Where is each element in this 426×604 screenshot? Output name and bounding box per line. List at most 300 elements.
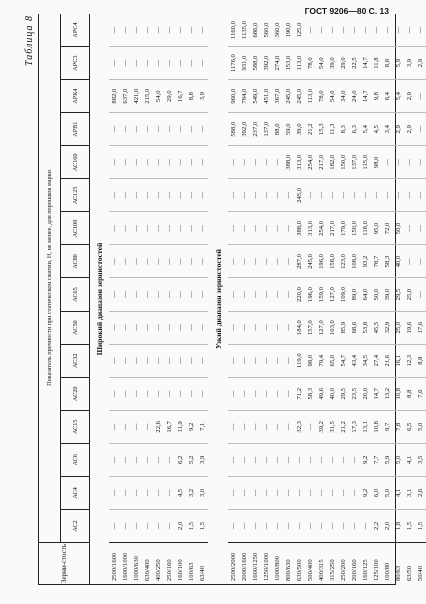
grain-size: 400/250	[153, 542, 164, 584]
strength-value: —	[120, 476, 131, 509]
strength-value: —	[261, 410, 272, 443]
strength-value: 25,0	[404, 278, 415, 311]
strength-value: —	[131, 476, 142, 509]
strength-value: 4,1	[393, 476, 404, 509]
strength-value: —	[131, 211, 142, 244]
strength-value: 1,8	[393, 509, 404, 542]
strength-value: —	[283, 211, 294, 244]
strength-value: —	[120, 410, 131, 443]
strength-value: 882,0	[109, 79, 120, 112]
strength-value: —	[197, 145, 208, 178]
strength-value: 79,4	[316, 344, 327, 377]
strength-value: —	[164, 112, 175, 145]
table-row	[175, 14, 186, 584]
strength-value: —	[393, 145, 404, 178]
strength-value: 254,0	[316, 211, 327, 244]
strength-value: —	[261, 211, 272, 244]
table-row	[228, 14, 239, 584]
strength-value: 9,7	[382, 410, 393, 443]
strength-value: —	[261, 344, 272, 377]
strength-value: —	[142, 46, 153, 79]
strength-value: 5,0	[382, 476, 393, 509]
strength-value: —	[283, 377, 294, 410]
table-row	[142, 14, 153, 584]
strength-value: —	[404, 211, 415, 244]
strength-value: 88,0	[272, 112, 283, 145]
strength-value: 196,0	[316, 244, 327, 277]
strength-value: —	[261, 476, 272, 509]
strength-value: 19,6	[404, 311, 415, 344]
strength-value: 59,0	[283, 112, 294, 145]
strength-value: —	[338, 509, 349, 542]
strength-value: 3,1	[404, 476, 415, 509]
strength-value: 6,2	[175, 443, 186, 476]
strength-value: —	[164, 178, 175, 211]
strength-value: —	[164, 211, 175, 244]
strength-value: —	[349, 178, 360, 211]
strength-value: —	[239, 178, 250, 211]
strength-value: —	[382, 178, 393, 211]
table-row	[239, 14, 250, 584]
strength-value: —	[239, 509, 250, 542]
strength-value: —	[120, 278, 131, 311]
grain-size: 630/400	[142, 542, 153, 584]
strength-value: —	[164, 46, 175, 79]
strength-value: —	[294, 476, 305, 509]
grain-size: 125/100	[371, 542, 382, 584]
strength-value: —	[261, 509, 272, 542]
strength-value: —	[109, 211, 120, 244]
strength-value: 53,8	[360, 311, 371, 344]
strength-value: 85,9	[338, 311, 349, 344]
grain-size: 2500/2000	[228, 542, 239, 584]
strength-value: 9,2	[360, 443, 371, 476]
strength-value: —	[250, 211, 261, 244]
strength-value: —	[329, 26, 336, 34]
strength-value: —	[318, 26, 325, 34]
strength-value: 98,0	[371, 145, 382, 178]
strength-value: 123,0	[338, 244, 349, 277]
strength-value: 637,0	[120, 79, 131, 112]
strength-value: —	[142, 476, 153, 509]
strength-value: —	[109, 410, 120, 443]
strength-value: 21,2	[305, 112, 316, 145]
strength-value: —	[109, 145, 120, 178]
strength-value: —	[164, 145, 175, 178]
table-row	[131, 14, 142, 584]
strength-value: —	[186, 112, 197, 145]
brand-header: АС32	[61, 344, 89, 377]
strength-value: 54,0	[316, 46, 327, 79]
size-column-header: Зерни-стость	[39, 542, 89, 584]
strength-value: 9,8	[371, 79, 382, 112]
table-row	[415, 14, 426, 584]
brand-header: АС80	[61, 244, 89, 277]
strength-value: —	[109, 443, 120, 476]
strength-value: 287,0	[294, 244, 305, 277]
strength-value: —	[272, 443, 283, 476]
strength-value: —	[338, 178, 349, 211]
grain-size: 1000/630	[131, 542, 142, 584]
table-row	[153, 14, 164, 584]
strength-value: 15,3	[316, 112, 327, 145]
grain-size: 250/160	[164, 542, 175, 584]
strength-value: —	[272, 377, 283, 410]
strength-value: —	[228, 244, 239, 277]
strength-value: 245,0	[283, 79, 294, 112]
brand-header: АРК4	[61, 79, 89, 112]
strength-value: 220,0	[294, 278, 305, 311]
strength-value: —	[228, 443, 239, 476]
strength-value: 215,0	[142, 79, 153, 112]
strength-value: 113,0	[305, 79, 316, 112]
strength-value: 245,0	[294, 178, 305, 211]
strength-value: —	[283, 410, 294, 443]
strength-value: —	[415, 79, 426, 112]
strength-value: —	[131, 344, 142, 377]
brand-header: АС65	[61, 278, 89, 311]
strength-value: —	[120, 509, 131, 542]
strength-value: —	[142, 377, 153, 410]
strength-value: 40,0	[327, 377, 338, 410]
strength-value: —	[164, 344, 175, 377]
table-row	[120, 14, 131, 584]
strength-value: —	[327, 509, 338, 542]
strength-value: —	[120, 46, 131, 79]
strength-value: —	[250, 311, 261, 344]
strength-value: 68,6	[349, 311, 360, 344]
strength-value: —	[186, 377, 197, 410]
strength-value: 217,0	[327, 211, 338, 244]
strength-value: 11,8	[371, 46, 382, 79]
strength-value: 113,0	[294, 46, 305, 79]
table-row	[349, 14, 360, 584]
strength-value: 2,9	[415, 46, 426, 79]
strength-value: —	[186, 344, 197, 377]
strength-value: 1,5	[404, 509, 415, 542]
section-label: Узкий диапазон зернистостей	[214, 249, 223, 349]
strength-value: 7,8	[393, 410, 404, 443]
strength-value: 421,0	[131, 79, 142, 112]
strength-value: 27,4	[371, 344, 382, 377]
strength-value: 1160,0	[230, 21, 237, 39]
strength-value: 4,5	[371, 112, 382, 145]
strength-table	[38, 14, 424, 585]
strength-value: —	[109, 476, 120, 509]
strength-value: —	[272, 244, 283, 277]
strength-value: —	[250, 509, 261, 542]
strength-value: —	[415, 278, 426, 311]
table-row	[272, 14, 283, 584]
strength-value: —	[283, 278, 294, 311]
strength-value: —	[415, 211, 426, 244]
strength-value: 14,7	[360, 46, 371, 79]
strength-value: 64,0	[360, 278, 371, 311]
strength-value: 451,0	[261, 79, 272, 112]
strength-value: 9,2	[186, 410, 197, 443]
strength-value: 313,0	[294, 145, 305, 178]
strength-value: —	[307, 26, 314, 34]
strength-value: 6,4	[382, 79, 393, 112]
strength-value: —	[164, 377, 175, 410]
strength-value: —	[239, 311, 250, 344]
strength-value: —	[415, 178, 426, 211]
strength-value: 10,8	[393, 377, 404, 410]
grain-size: 1600/1250	[250, 542, 261, 584]
strength-value: —	[404, 244, 415, 277]
strength-value: 137,0	[261, 112, 272, 145]
strength-value: —	[360, 178, 371, 211]
strength-value: —	[250, 178, 261, 211]
grain-size: 160/100	[175, 542, 186, 584]
strength-value: 313,0	[305, 211, 316, 244]
strength-value: 3,9	[404, 46, 415, 79]
strength-value: —	[327, 443, 338, 476]
strength-value: 137,0	[349, 145, 360, 178]
brand-header: АС2	[61, 509, 89, 542]
brand-header: АРС4	[71, 22, 79, 38]
strength-value: —	[131, 410, 142, 443]
strength-value: 71,2	[294, 377, 305, 410]
strength-value: —	[153, 244, 164, 277]
strength-value: —	[186, 211, 197, 244]
strength-value: 118,0	[360, 211, 371, 244]
brand-header: АС125	[61, 178, 89, 211]
strength-value: —	[261, 145, 272, 178]
strength-value: —	[122, 26, 129, 34]
brand-header: АРВ1	[61, 112, 89, 145]
strength-value: 34,0	[338, 79, 349, 112]
strength-value: —	[186, 46, 197, 79]
strength-value: —	[144, 26, 151, 34]
strength-value: 2,0	[382, 509, 393, 542]
strength-value: 14,7	[360, 79, 371, 112]
strength-value: —	[120, 311, 131, 344]
strength-value: 588,0	[250, 46, 261, 79]
strength-value: 103,0	[327, 311, 338, 344]
strength-value: —	[239, 377, 250, 410]
strength-value: —	[305, 509, 316, 542]
strength-value: —	[261, 311, 272, 344]
strength-value: 14,7	[371, 377, 382, 410]
strength-value: 29,5	[393, 278, 404, 311]
strength-value: —	[131, 46, 142, 79]
strength-value: —	[142, 509, 153, 542]
strength-value: —	[338, 476, 349, 509]
strength-value: —	[142, 112, 153, 145]
strength-value: 34,5	[360, 344, 371, 377]
strength-value: —	[272, 311, 283, 344]
brand-header: АС50	[61, 311, 89, 344]
strength-value: 1135,0	[241, 21, 248, 39]
strength-value: 179,0	[338, 211, 349, 244]
strength-value: —	[109, 178, 120, 211]
strength-value: —	[373, 26, 380, 34]
strength-value: 254,0	[305, 145, 316, 178]
strength-value: —	[228, 509, 239, 542]
strength-value: —	[175, 377, 186, 410]
strength-value: 45,5	[371, 311, 382, 344]
table-row	[283, 14, 294, 584]
grain-size: 500/400	[305, 542, 316, 584]
strength-value: —	[250, 476, 261, 509]
strength-value: 184,0	[294, 311, 305, 344]
strength-value: 560,0	[263, 22, 270, 38]
strength-value: —	[109, 311, 120, 344]
strength-value: —	[197, 46, 208, 79]
strength-value: —	[349, 509, 360, 542]
strength-value: —	[250, 377, 261, 410]
rotated-table-block	[24, 15, 424, 585]
strength-value: 23,5	[349, 377, 360, 410]
strength-value: 58,3	[382, 244, 393, 277]
strength-value: —	[351, 26, 358, 34]
strength-value: 392,0	[261, 46, 272, 79]
grain-size: 2000/1600	[239, 542, 250, 584]
strength-value: —	[142, 244, 153, 277]
strength-value: 392,0	[239, 112, 250, 145]
strength-value: 21,6	[382, 344, 393, 377]
strength-value: —	[131, 145, 142, 178]
strength-value: —	[177, 26, 184, 34]
strength-value: —	[120, 178, 131, 211]
strength-value: —	[250, 443, 261, 476]
strength-value: 3,5	[415, 443, 426, 476]
strength-value: —	[272, 178, 283, 211]
strength-value: —	[283, 443, 294, 476]
table-row	[404, 14, 415, 584]
strength-value: 4,5	[175, 476, 186, 509]
grain-size: 100/63	[186, 542, 197, 584]
strength-value: —	[338, 443, 349, 476]
strength-value: —	[250, 410, 261, 443]
brand-header: АРС3	[61, 46, 89, 79]
strength-value: 2,9	[404, 79, 415, 112]
strength-value: 150,0	[338, 145, 349, 178]
strength-value: 12,3	[404, 344, 415, 377]
strength-value: —	[197, 112, 208, 145]
strength-value: —	[283, 178, 294, 211]
strength-value: —	[340, 26, 347, 34]
strength-value: 40,0	[393, 244, 404, 277]
strength-value: —	[395, 26, 402, 34]
strength-value: —	[362, 26, 369, 34]
strength-value: —	[133, 26, 140, 34]
strength-value: —	[415, 244, 426, 277]
strength-value: 29,0	[338, 46, 349, 79]
strength-value: —	[316, 178, 327, 211]
table-row	[360, 14, 371, 584]
strength-value: 24,0	[349, 79, 360, 112]
strength-value: —	[164, 244, 175, 277]
strength-value: —	[197, 377, 208, 410]
strength-value: —	[120, 145, 131, 178]
grain-size: 800/630	[283, 542, 294, 584]
strength-value: —	[228, 410, 239, 443]
strength-value: 13,1	[360, 410, 371, 443]
strength-value: —	[153, 278, 164, 311]
strength-value: —	[316, 476, 327, 509]
strength-value: 5,0	[415, 410, 426, 443]
strength-value: —	[239, 443, 250, 476]
strength-value: 5,9	[382, 443, 393, 476]
strength-value: 11,9	[175, 410, 186, 443]
strength-value: 39,0	[294, 112, 305, 145]
strength-value: 22,6	[153, 410, 164, 443]
strength-value: 95,0	[371, 211, 382, 244]
strength-value: 5,9	[393, 46, 404, 79]
indicator-header: Показатель прочности при статическом сжатии, Н, не менее, для порошков марки	[39, 14, 61, 542]
grain-size: 160/125	[360, 542, 371, 584]
strength-value: —	[111, 26, 118, 34]
strength-value: —	[153, 46, 164, 79]
table-row	[109, 14, 120, 584]
strength-value: 21,2	[338, 410, 349, 443]
brand-header: АС6	[61, 443, 89, 476]
strength-value: —	[142, 278, 153, 311]
table-row	[382, 14, 393, 584]
table-row	[338, 14, 349, 584]
strength-value: 153,0	[283, 46, 294, 79]
strength-value: —	[188, 26, 195, 34]
strength-value: —	[164, 476, 175, 509]
strength-value: 150,0	[349, 211, 360, 244]
strength-value: —	[283, 311, 294, 344]
grain-size: 63/50	[404, 542, 415, 584]
strength-value: —	[186, 278, 197, 311]
strength-value: 245,0	[294, 79, 305, 112]
strength-value: —	[404, 145, 415, 178]
strength-value: —	[261, 377, 272, 410]
strength-value: 3,2	[186, 476, 197, 509]
strength-value: —	[142, 178, 153, 211]
strength-value: 4,1	[404, 443, 415, 476]
strength-value: 78,0	[316, 79, 327, 112]
strength-value: —	[120, 443, 131, 476]
grain-size: 1600/1000	[120, 542, 131, 584]
strength-value: —	[349, 443, 360, 476]
strength-value: —	[186, 244, 197, 277]
strength-value: 20,0	[360, 377, 371, 410]
strength-value: —	[153, 178, 164, 211]
strength-value: 58,3	[305, 377, 316, 410]
strength-value: —	[120, 377, 131, 410]
strength-value: 2,2	[371, 509, 382, 542]
grain-size: 1000/800	[272, 542, 283, 584]
strength-value: 32,9	[382, 311, 393, 344]
strength-value: —	[272, 410, 283, 443]
strength-value: —	[305, 476, 316, 509]
strength-value: —	[272, 145, 283, 178]
table-row	[261, 14, 272, 584]
strength-value: —	[142, 145, 153, 178]
strength-value: —	[131, 311, 142, 344]
strength-value: —	[109, 112, 120, 145]
strength-value: —	[175, 145, 186, 178]
strength-value: —	[164, 443, 175, 476]
strength-value: —	[175, 211, 186, 244]
strength-value: —	[186, 178, 197, 211]
table-caption: Таблица 8	[24, 15, 35, 66]
strength-value: 127,0	[327, 278, 338, 311]
grain-size: 315/250	[327, 542, 338, 584]
table-row	[305, 14, 316, 584]
strength-value: 245,0	[305, 244, 316, 277]
table-header	[39, 14, 90, 584]
strength-value: 7,6	[415, 377, 426, 410]
strength-value: 6,3	[349, 112, 360, 145]
strength-value: —	[109, 509, 120, 542]
